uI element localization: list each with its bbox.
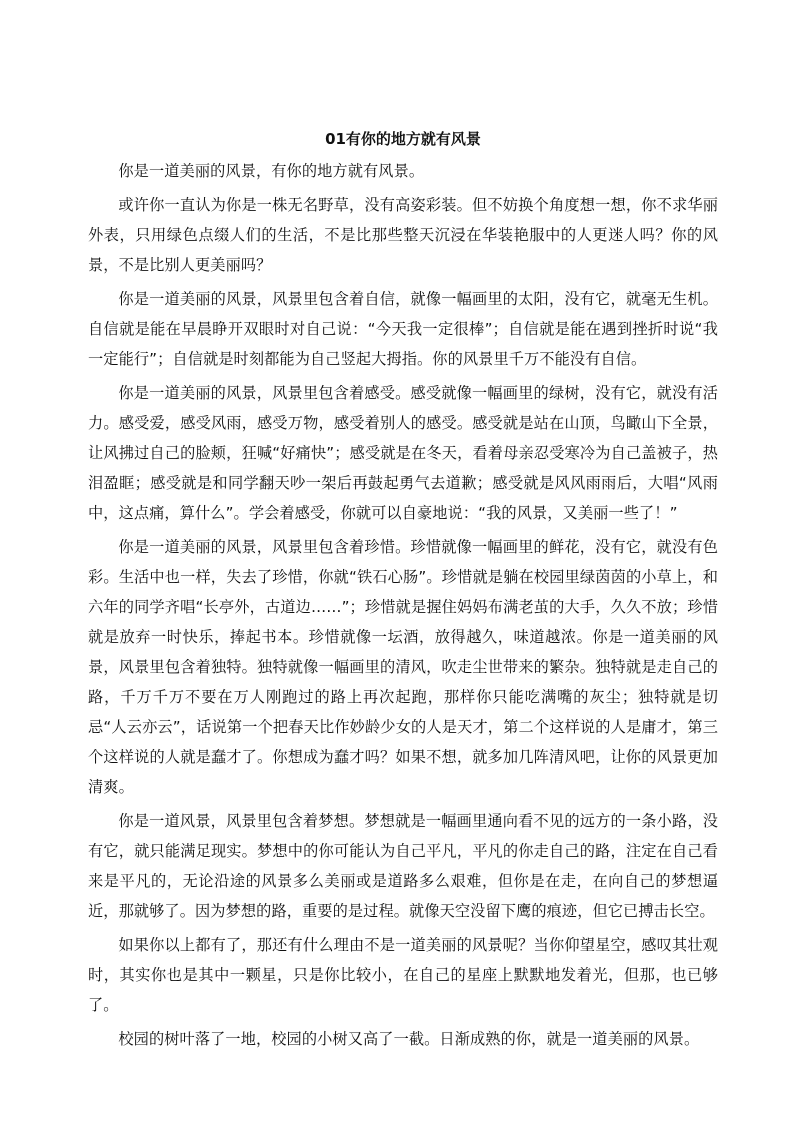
paragraph: 校园的树叶落了一地，校园的小树又高了一截。日渐成熟的你，就是一道美丽的风景。 [118,1030,700,1048]
paragraph: 或许你一直认为你是一株无名野草，没有高姿彩装。但不妨换个角度想一想，你不求华丽外表，只用绿色点缀人们的生活，不是比那些整天沉浸在华装艳服中的人更迷人吗？你的风景，不是比别人更美丽吗？ [88,196,718,274]
paragraph: 你是一道美丽的风景，风景里包含着自信，就像一幅画里的太阳，没有它，就毫无生机。自信就是能在早晨睁开双眼时对自己说：“今天我一定很棒”；自信就是能在遇到挫折时说“我一定能行”；自信就是时刻都能为自己竖起大拇指。你的风景里千万不能没有自信。 [88,290,718,368]
paragraph: 如果你以上都有了，那还有什么理由不是一道美丽的风景呢？当你仰望星空，感叹其壮观时，其实你也是其中一颗星，只是你比较小，在自己的星座上默默地发着光，但那，也已够了。 [88,936,718,1014]
document-title: 01有你的地方就有风景 [325,130,481,148]
paragraph: 你是一道风景，风景里包含着梦想。梦想就是一幅画里通向看不见的远方的一条小路，没有它，就只能满足现实。梦想中的你可能认为自己平凡，平凡的你走自己的路，注定在自己看来是平凡的，无论沿途的风景多么美丽或是道路多么艰难，但你是在走，在向自己的梦想逼近，那就够了。因为梦想的路，重要的是过程。就像天空没留下鹰的痕迹，但它已搏击长空。 [88,812,718,920]
paragraph: 你是一道美丽的风景，风景里包含着珍惜。珍惜就像一幅画里的鲜花，没有它，就没有色彩。生活中也一样，失去了珍惜，你就“铁石心肠”。珍惜就是躺在校园里绿茵茵的小草上，和六年的同学齐唱“长亭外，古道边……”；珍惜就是握住妈妈布满老茧的大手，久久不放；珍惜就是放弃一时快乐，捧起书本。珍惜就像一坛酒，放得越久，味道越浓。你是一道美丽的风景，风景里包含着独特。独特就像一幅画里的清风，吹走尘世带来的繁杂。独特就是走自己的路，千万千万不要在万人刚跑过的路上再次起跑，那样你只能吃满嘴的灰尘；独特就是切忌“人云亦云”，话说第一个把春天比作妙龄少女的人是天才，第二个这样说的人是庸才，第三个这样说的人就是蠢才了。你想成为蠢才吗？如果不想，就多加几阵清风吧，让你的风景更加清爽。 [88,538,718,796]
paragraph: 你是一道美丽的风景，风景里包含着感受。感受就像一幅画里的绿树，没有它，就没有活力。感受爱，感受风雨，感受万物，感受着别人的感受。感受就是站在山顶，鸟瞰山下全景，让风拂过自己的脸颊，狂喊“好痛快”；感受就是在冬天，看着母亲忍受寒冷为自己盖被子，热泪盈眶；感受就是和同学翻天吵一架后再鼓起勇气去道歉；感受就是风风雨雨后，大唱“风雨中，这点痛，算什么”。学会着感受，你就可以自豪地说：“我的风景，又美丽一些了！” [88,384,718,522]
paragraph: 你是一道美丽的风景，有你的地方就有风景。 [118,162,425,180]
document-page [88,128,718,1058]
